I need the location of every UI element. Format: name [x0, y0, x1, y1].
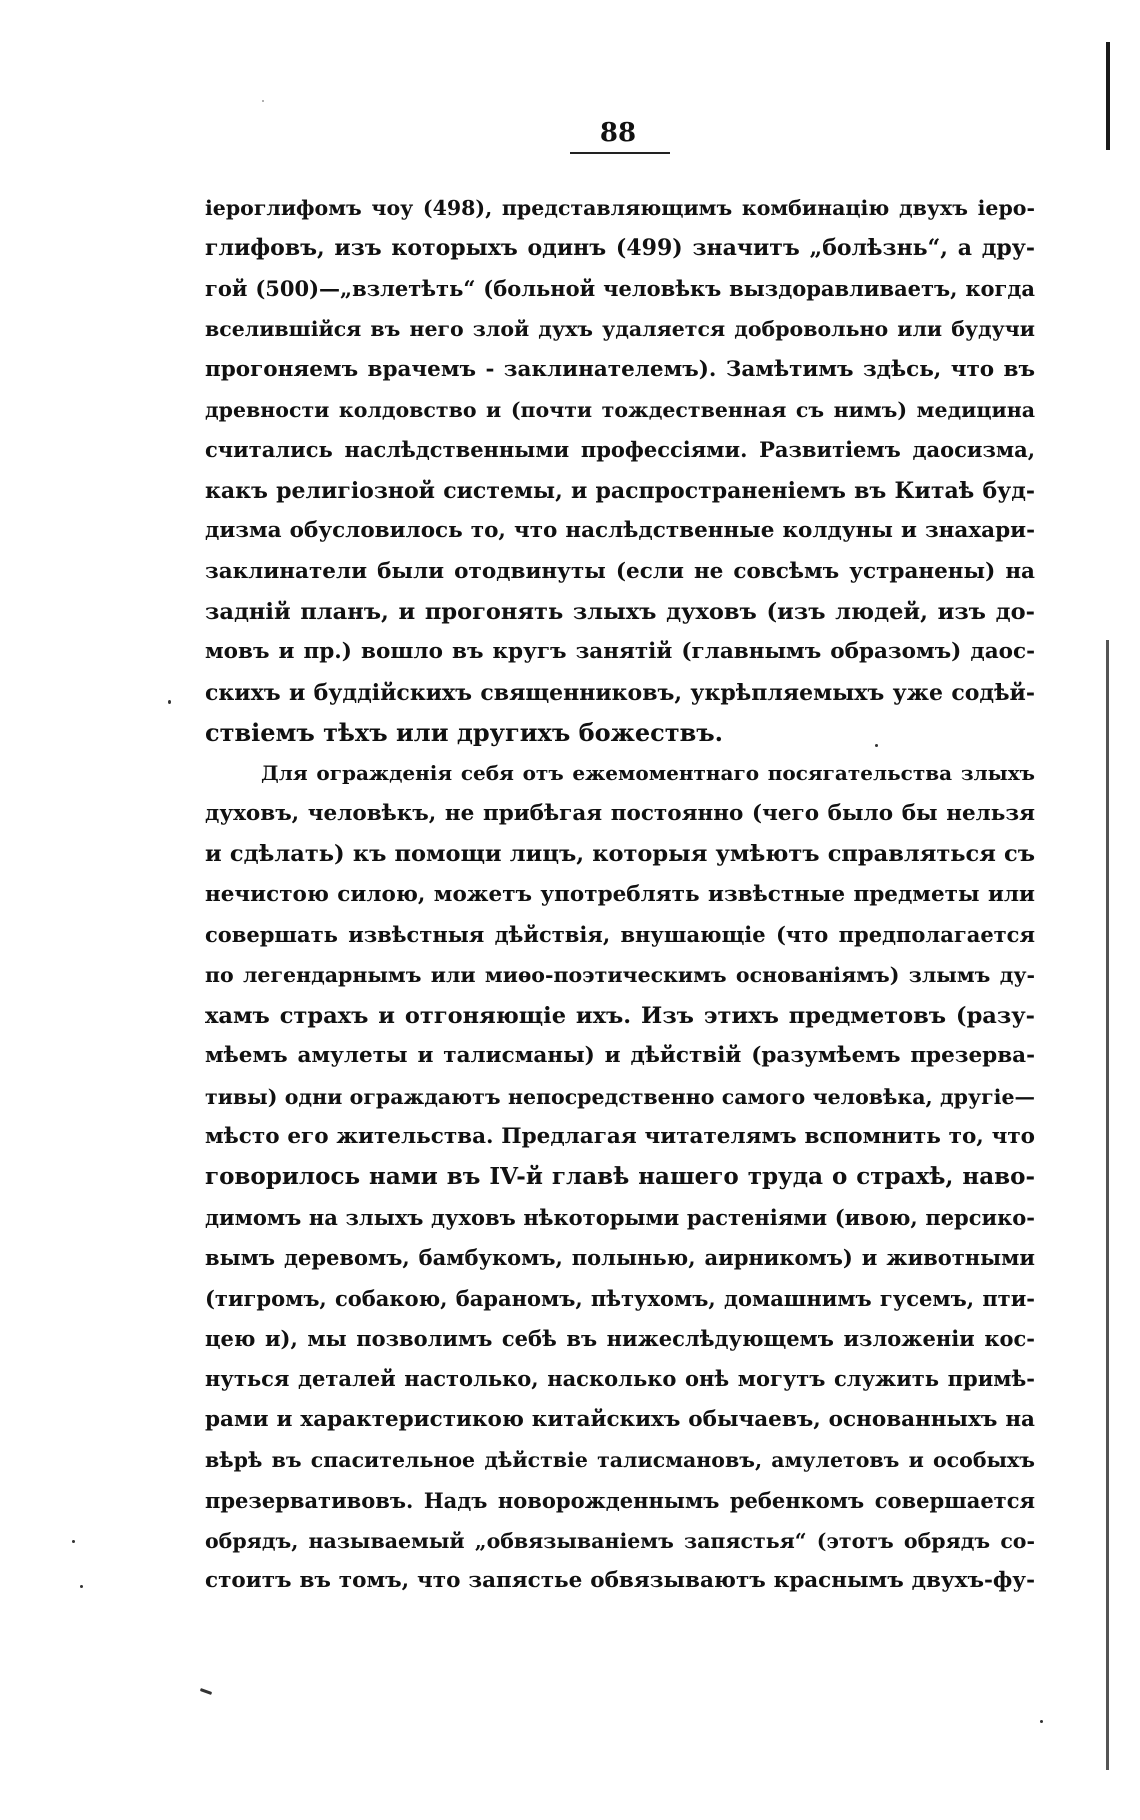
text-line: дизма обусловилось то, что наслѣдственные колдуны и знахари- — [205, 518, 1035, 544]
text-line: мѣсто его жительства. Предлагая читателямъ вспомнить то, что — [205, 1123, 1035, 1149]
text-line: духовъ, человѣкъ, не прибѣгая постоянно (чего было бы нельзя — [205, 800, 1035, 826]
text-line: заклинатели были отодвинуты (если не совсѣмъ устранены) на — [205, 558, 1035, 584]
text-line: мѣемъ амулеты и талисманы) и дѣйствій (разумѣемъ презерва- — [205, 1043, 1035, 1069]
scan-speck — [1040, 1720, 1043, 1723]
text-line: и сдѣлать) къ помощи лицъ, которыя умѣютъ справляться съ — [205, 841, 1035, 868]
binding-edge-mark — [1106, 42, 1110, 150]
text-line: рами и характеристикою китайскихъ обычаевъ, основанныхъ на — [205, 1406, 1035, 1432]
text-line: хамъ страхъ и отгоняющіе ихъ. Изъ этихъ предметовъ (разу- — [205, 1002, 1035, 1029]
paragraph-2 — [205, 753, 1035, 1601]
text-line: вѣрѣ въ спасительное дѣйствіе талисмановъ, амулетовъ и особыхъ — [205, 1448, 1035, 1473]
page-number-rule — [570, 152, 670, 154]
text-line: нуться деталей настолько, насколько онѣ могутъ служить примѣ- — [205, 1366, 1035, 1392]
text-line: какъ религіозной системы, и распространеніемъ въ Китаѣ буд- — [205, 477, 1035, 504]
text-line: тивы) одни ограждаютъ непосредственно самого человѣка, другіе— — [205, 1084, 1035, 1109]
text-line: совершать извѣстныя дѣйствія, внушающіе (что предполагается — [205, 922, 1035, 948]
paragraph-1 — [205, 188, 1035, 753]
text-line: глифовъ, изъ которыхъ одинъ (499) значитъ „болѣзнь“, а дру- — [205, 235, 1035, 262]
text-line: Для огражденія себя отъ ежемоментнаго посягательства злыхъ — [261, 761, 1035, 786]
text-line: вымъ деревомъ, бамбукомъ, полынью, аирникомъ) и животными — [205, 1245, 1035, 1271]
text-line: говорилось нами въ IV-й главѣ нашего труда о страхѣ, наво- — [205, 1163, 1035, 1191]
scan-speck — [200, 1688, 212, 1695]
text-line: скихъ и буддійскихъ священниковъ, укрѣпляемыхъ уже содѣй- — [205, 679, 1035, 706]
text-line: обрядъ, называемый „обвязываніемъ запястья“ (этотъ обрядъ со- — [205, 1528, 1035, 1553]
binding-edge-mark — [1106, 640, 1109, 1770]
text-line: по легендарнымъ или миѳо-поэтическимъ основаніямъ) злымъ ду- — [205, 963, 1035, 988]
scan-speck — [72, 1540, 75, 1543]
page-number: 88 — [599, 118, 637, 148]
text-line: задній планъ, и прогонять злыхъ духовъ (изъ людей, изъ до- — [205, 598, 1035, 625]
text-line: стоитъ въ томъ, что запястье обвязываютъ краснымъ двухъ-фу- — [205, 1568, 1035, 1594]
scan-speck — [168, 700, 171, 704]
text-line: нечистою силою, можетъ употреблять извѣстные предметы или — [205, 881, 1035, 907]
scan-speck — [80, 1585, 83, 1588]
body-text — [205, 188, 1035, 1602]
text-line: димомъ на злыхъ духовъ нѣкоторыми растеніями (ивою, персико- — [205, 1204, 1035, 1230]
scan-speck — [875, 744, 878, 747]
scan-speck — [262, 100, 264, 102]
text-line: презервативовъ. Надъ новорожденнымъ ребенкомъ совершается — [205, 1487, 1035, 1513]
text-line: мовъ и пр.) вошло въ кругъ занятій (главнымъ образомъ) даос- — [205, 639, 1035, 665]
text-line: прогоняемъ врачемъ - заклинателемъ). Замѣтимъ здѣсь, что въ — [205, 356, 1035, 382]
text-line: (тигромъ, собакою, бараномъ, пѣтухомъ, домашнимъ гусемъ, пти- — [205, 1285, 1035, 1311]
text-line: іероглифомъ чоу (498), представляющимъ комбинацію двухъ іеро- — [205, 196, 1035, 220]
text-line: ствіемъ тѣхъ или другихъ божествъ. — [205, 718, 724, 748]
text-line: вселившійся въ него злой духъ удаляется добровольно или будучи — [205, 317, 1035, 342]
text-line: древности колдовство и (почти тождественная съ нимъ) медицина — [205, 397, 1035, 422]
text-line: считались наслѣдственными профессіями. Развитіемъ даосизма, — [205, 437, 1035, 463]
text-line: гой (500)—„взлетѣть“ (больной человѣкъ выздоравливаетъ, когда — [205, 275, 1035, 301]
text-line: цею и), мы позволимъ себѣ въ нижеслѣдующемъ изложеніи кос- — [205, 1325, 1035, 1351]
